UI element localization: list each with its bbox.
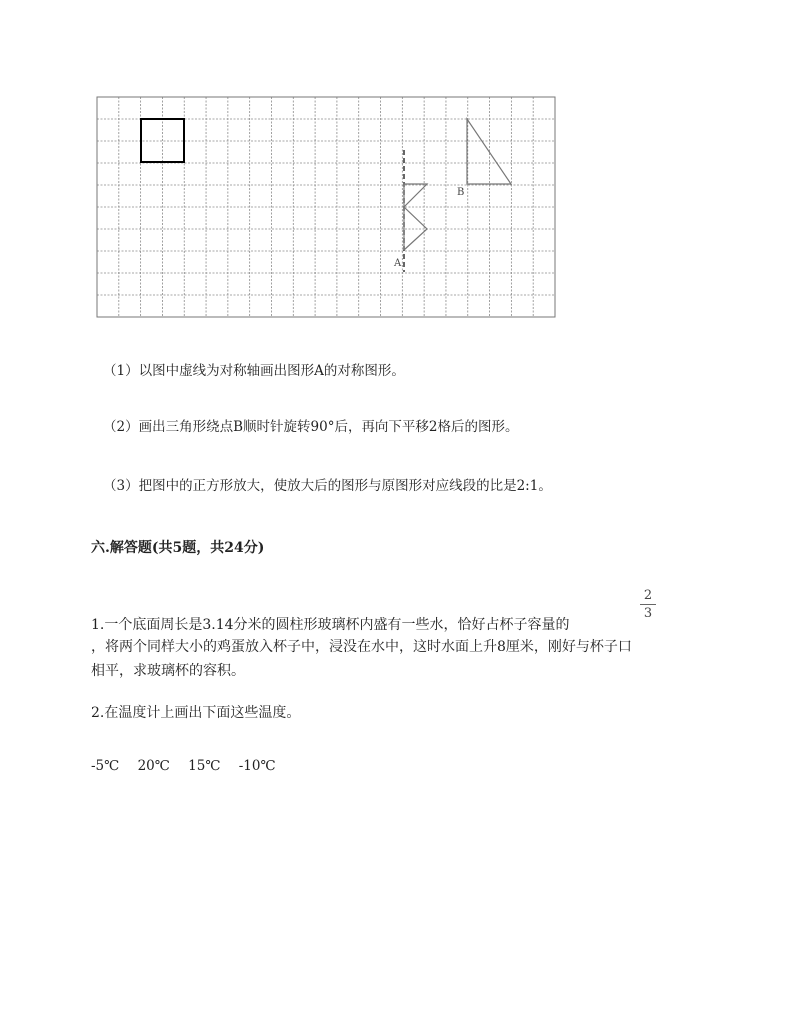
grid-figure [0,0,794,330]
task-2: （2）画出三角形绕点B顺时针旋转90°后，再向下平移2格后的图形。 [103,419,519,435]
temperature-value: 15℃ [188,758,221,774]
temperature-value: -5℃ [91,758,120,774]
temperature-list [91,758,290,774]
temperature-value: -10℃ [238,758,276,774]
point-a-label: A [394,258,402,269]
problem-1-line-3: 相平，求玻璃杯的容积。 [91,663,245,679]
problem-1-line-1: 1.一个底面周长是3.14分米的圆柱形玻璃杯内盛有一些水，恰好占杯子容量的 [91,617,570,633]
task-3: （3）把图中的正方形放大，使放大后的图形与原图形对应线段的比是2:1。 [103,478,552,494]
dashed-grid [97,97,555,317]
problem-2-text: 2.在温度计上画出下面这些温度。 [91,705,301,721]
task-1: （1）以图中虚线为对称轴画出图形A的对称图形。 [103,363,405,379]
problem-1-line-2: ，将两个同样大小的鸡蛋放入杯子中，浸没在水中，这时水面上升8厘米，刚好与杯子口 [91,639,632,655]
point-b-label: B [457,187,465,198]
shape-a [404,184,427,250]
section-title: 六.解答题(共5题，共24分) [91,540,265,556]
triangle-shape [467,119,511,184]
fraction-numerator: 2 [643,588,653,603]
fraction-denominator: 3 [643,606,653,621]
fraction-bar [640,604,656,605]
fraction-two-thirds [640,588,656,621]
temperature-value: 20℃ [137,758,170,774]
